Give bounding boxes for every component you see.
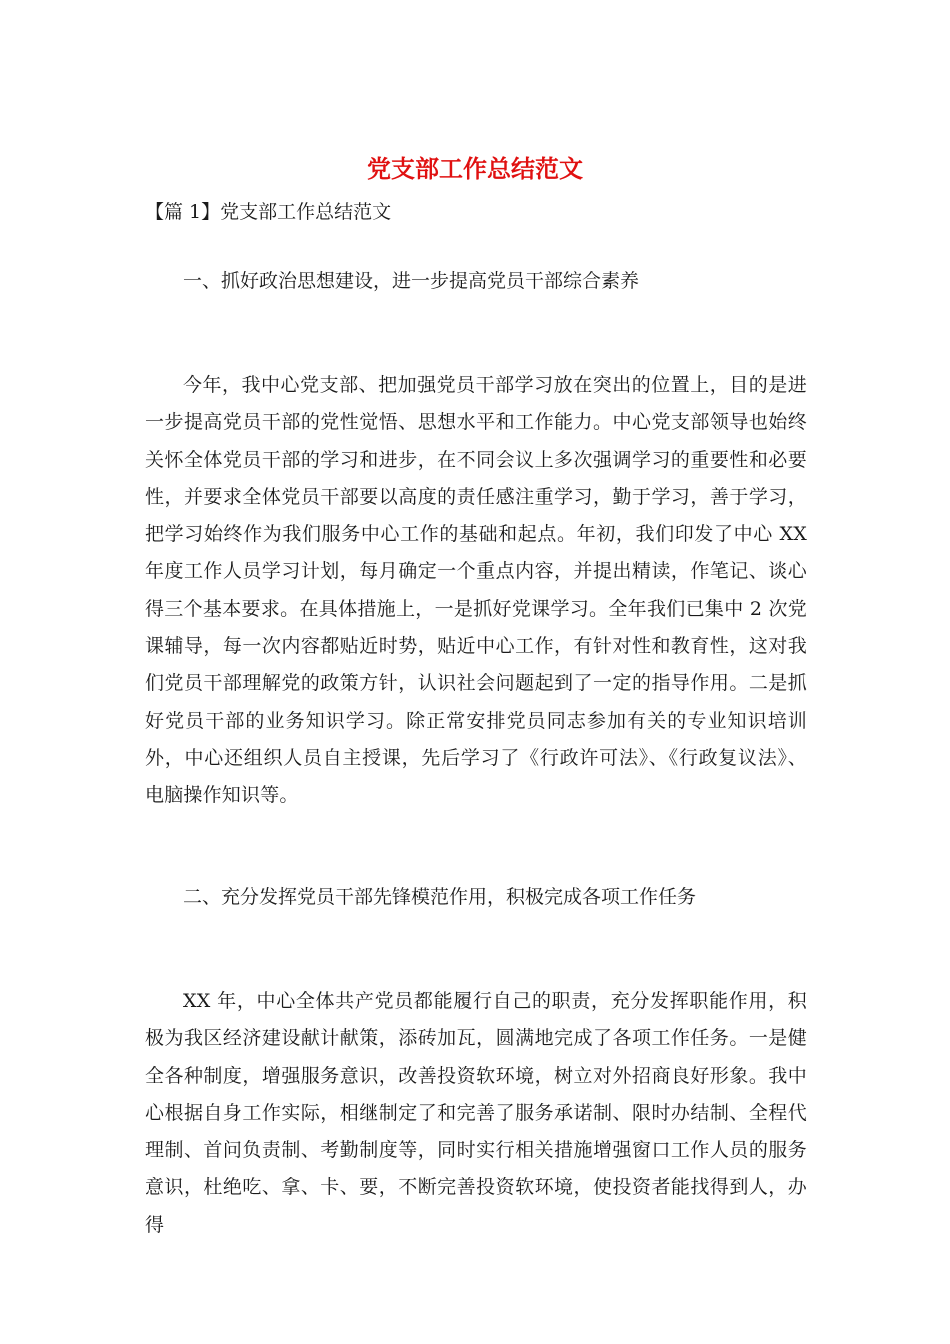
section-1-paragraph: 今年，我中心党支部、把加强党员干部学习放在突出的位置上，目的是进一步提高党员干部的党性觉悟、思想水平和工作能力。中心党支部领导也始终关怀全体党员干部的学习和进步，在不同会议上多次强调学习的重要性和必要性，并要求全体党员干部要以高度的责任感注重学习，勤于学习，善于学习，把学习始终作为我们服务中心工作的基础和起点。年初，我们印发了中心 XX 年度工作人员学习计划，每月确定一个重点内容，并提出精读，作笔记、谈心得三个基本要求。在具体措施上，一是抓好党课学习。全年我们已集中 2 次党课辅导，每一次内容都贴近时势，贴近中心工作，有针对性和教育性，这对我们党员干部理解党的政策方针，认识社会问题起到了一定的指导作用。二是抓好党员干部的业务知识学习。除正常安排党员同志参加有关的专业知识培训外，中心还组织人员自主授课，先后学习了《行政许可法》、《行政复议法》、电脑操作知识等。: [145, 374, 807, 807]
section-2-heading: 二、充分发挥党员干部先锋模范作用，积极完成各项工作任务: [183, 886, 697, 908]
section-2-paragraph: XX 年，中心全体共产党员都能履行自己的职责，充分发挥职能作用，积极为我区经济建设献计献策，添砖加瓦，圆满地完成了各项工作任务。一是健全各种制度，增强服务意识，改善投资软环境，树立对外招商良好形象。我中心根据自身工作实际，相继制定了和完善了服务承诺制、限时办结制、全程代理制、首问负责制、考勤制度等，同时实行相关措施增强窗口工作人员的服务意识，杜绝吃、拿、卡、要，不断完善投资软环境，使投资者能找得到人，办得: [145, 990, 807, 1236]
document-title: 党支部工作总结范文: [367, 154, 583, 183]
chapter-label: 【篇 1】党支部工作总结范文: [145, 201, 392, 223]
section-1-heading: 一、抓好政治思想建设，进一步提高党员干部综合素养: [183, 270, 640, 292]
